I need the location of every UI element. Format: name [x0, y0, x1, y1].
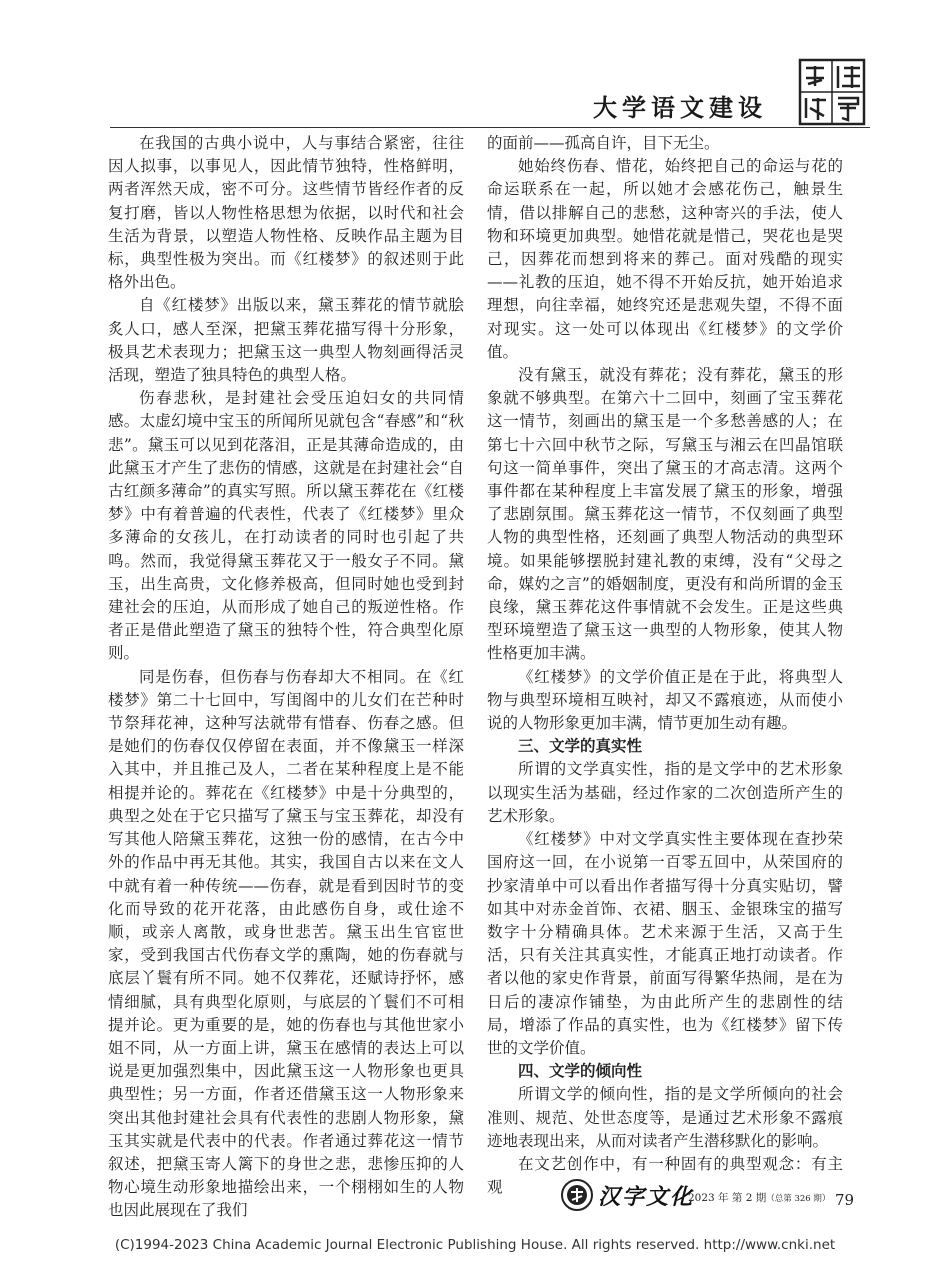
body-paragraph: 所谓文学的倾向性，指的是文学所倾向的社会准则、规范、处世态度等，是通过艺术形象不露痕迹地表现出来，从而对读者产生潜移默化的影响。 [487, 1085, 843, 1150]
issue-info [688, 1190, 830, 1205]
body-paragraph: 同是伤春，但伤春与伤春却大不相同。在《红楼梦》第二十七回中，写闺阁中的儿女们在芒种时节祭拜花神，这种写法就带有惜春、伤春之感。但是她们的伤春仅仅停留在表面，并不像黛玉一样深入其中，并且推己及人，二者在某种程度上是不能相提并论的。葬花在《红楼梦》中是十分典型的，典型之处在于它只描写了黛玉与宝玉葬花，却没有写其他人陪黛玉葬花，这独一份的感情，在古今中外的作品中再无其他。其实，我国自古以来在文人中就有着一种传统——伤春，就是看到因时节的变化而导致的花开花落，由此感伤自身，或仕途不顺，或亲人离散，或身世悲苦。黛玉出生官宦世家，受到我国古代伤春文学的熏陶，她的伤春就与底层丫鬟有所不同。她不仅葬花，还赋诗抒怀，感情细腻，具有典型化原则，与底层的丫鬟们不可相提并论。更为重要的是，她的伤春也与其他世家小姐不同，从一方面上讲，黛玉在感情的表达上可以说是更加强烈集中，因此黛玉这一人物形象也更具典型性；另一方面，作者还借黛玉这一人物形象来突出其他封建社会具有代表性的悲剧人物形象，黛玉其实就是代表中的代表。作者通过葬花这一情节叙述，把黛玉寄人篱下的身世之悲，悲惨压抑的人物心境生动形象地描绘出来，一个栩栩如生的人物也因此展现在了我们 [108, 667, 464, 1220]
issue-total: （总第 326 期） [766, 1194, 831, 1204]
body-paragraph: 自《红楼梦》出版以来，黛玉葬花的情节就脍炙人口，感人至深，把黛玉葬花描写得十分形象，极具艺术表现力；把黛玉这一典型人物刻画得活灵活现，塑造了独具特色的典型人格。 [108, 296, 464, 385]
page-number: 79 [835, 1191, 855, 1209]
body-paragraph: 她始终伤春、惜花，始终把自己的命运与花的命运联系在一起，所以她才会感花伤己，触景生情，借以排解自己的悲愁，这种寄兴的手法，使人物和环境更加典型。她惜花就是惜己，哭花也是哭己，因葬花而想到将来的葬己。面对残酷的现实——礼教的压迫，她不得不开始反抗，她开始追求理想，向往幸福，她终究还是悲观失望，不得不面对现实。这一处可以体现出《红楼梦》的文学价值。 [487, 157, 843, 361]
hanzi-seal-logo [798, 58, 866, 126]
journal-emblem-icon [560, 1178, 594, 1212]
journal-section-title: 大学语文建设 [593, 93, 767, 122]
continued-paragraph: 的面前——孤高自许，目下无尘。 [487, 134, 720, 152]
left-column [108, 132, 464, 1223]
right-column [487, 132, 843, 1199]
body-paragraph: 没有黛玉，就没有葬花；没有葬花，黛玉的形象就不够典型。在第六十二回中，刻画了宝玉葬花这一情节，刻画出的黛玉是一个多愁善感的人；在第七十六回中秋节之际，写黛玉与湘云在凹晶馆联句这一简单事件，突出了黛玉的才高志清。这两个事件都在某种程度上丰富发展了黛玉的形象，增强了悲剧氛围。黛玉葬花这一情节，不仅刻画了典型人物的典型性格，还刻画了典型人物活动的典型环境。如果能够摆脱封建礼教的束缚，没有“父母之命，媒妁之言”的婚姻制度，更没有和尚所谓的金玉良缘，黛玉葬花这件事情就不会发生。正是这些典型环境塑造了黛玉这一典型的人物形象，使其人物性格更加丰满。 [487, 366, 843, 663]
body-paragraph: 伤春悲秋，是封建社会受压迫妇女的共同情感。太虚幻境中宝玉的所闻所见就包含“春感”和“秋悲”。黛玉可以见到花落泪，正是其薄命造成的，由此黛玉才产生了悲伤的情感，这就是在封建社会“自古红颜多薄命”的真实写照。所以黛玉葬花在《红楼梦》中有着普遍的代表性，代表了《红楼梦》里众多薄命的女孩儿，在打动读者的同时也引起了共鸣。然而，我觉得黛玉葬花又于一般女子不同。黛玉，出生高贵，文化修养极高，但同时她也受到封建社会的压迫，从而形成了她自己的叛逆性格。作者正是借此塑造了黛玉的独特个性，符合典型化原则。 [108, 389, 464, 663]
body-paragraph: 在我国的古典小说中，人与事结合紧密，往往因人拟事，以事见人，因此情节独特，性格鲜明，两者浑然天成，密不可分。这些情节皆经作者的反复打磨，皆以人物性格思想为依据，以时代和社会生活为背景，以塑造人物性格、反映作品主题为目标，典型性极为突出。而《红楼梦》的叙述则于此格外出色。 [108, 134, 464, 292]
body-paragraph: 在文艺创作中，有一种固有的典型观念：有主观 [487, 1154, 843, 1197]
copyright-notice: (C)1994-2023 China Academic Journal Electronic Publishing House. All rights reserved. http://www.cnki.net [114, 1237, 836, 1253]
body-paragraph: 《红楼梦》中对文学真实性主要体现在查抄荣国府这一回，在小说第一百零五回中，从荣国府的抄家清单中可以看出作者描写得十分真实贴切，譬如其中对赤金首饰、衣裙、胭玉、金银珠宝的描写数字十分精确具体。艺术来源于生活，又高于生活，只有关注其真实性，才能真正地打动读者。作者以他的家史作背景，前面写得繁华热闹，是在为日后的凄凉作铺垫，为由此所产生的悲剧性的结局，增添了作品的真实性，也为《红楼梦》留下传世的文学价值。 [487, 830, 843, 1057]
issue-number: 2023 年 第 2 期 [688, 1192, 767, 1204]
header-divider [110, 127, 870, 128]
section-heading-4: 四、文学的倾向性 [518, 1062, 643, 1081]
section-heading-3: 三、文学的真实性 [518, 737, 643, 756]
page-footer [560, 1178, 860, 1212]
journal-brand: 汉字文化 [598, 1184, 695, 1210]
body-paragraph: 《红楼梦》的文学价值正是在于此，将典型人物与典型环境相互映衬，却又不露痕迹，从而使小说的人物形象更加丰满，情节更加生动有趣。 [487, 667, 843, 733]
body-paragraph: 所谓的文学真实性，指的是文学中的艺术形象以现实生活为基础，经过作家的二次创造所产生的艺术形象。 [487, 760, 843, 825]
